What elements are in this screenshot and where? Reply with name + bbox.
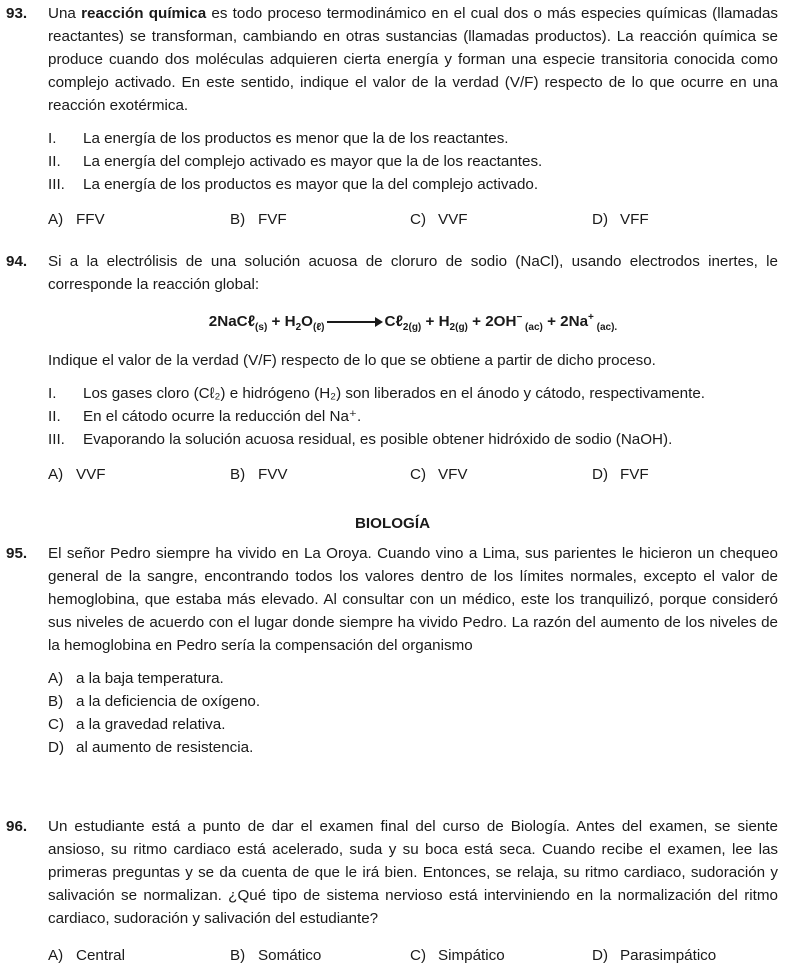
option-a[interactable]: A) VVF (48, 466, 106, 484)
answer-options (48, 667, 778, 759)
statement: III. La energía de los productos es mayor que la del complejo activado. (48, 176, 539, 193)
option-b[interactable]: B) FVF (230, 211, 287, 228)
statement: I. Los gases cloro (Cℓ₂) e hidrógeno (H₂) son liberados en el ánodo y cátodo, respectivamente. (48, 385, 706, 403)
question-instruction: Indique el valor de la verdad (V/F) respecto de lo que se obtiene a partir de dicho proceso. (48, 352, 656, 370)
question-body (48, 542, 778, 759)
option-a[interactable]: A) FFV (48, 211, 105, 228)
question-text: Un estudiante está a punto de dar el examen final del curso de Biología. Antes del examen, se siente ansioso, su ritmo cardiaco está acelerado, suda y su boca está seca. Cuando recibe el examen, lee las primeras preguntas y se da cuenta de que le irá bien. Entonces, se relaja, su ritmo cardiaco, sudoración y salivación se normalizan. ¿Qué tipo de sistema nervioso está interviniendo en la normalización del ritmo cardiaco, sudoración y salivación del estudiante? (48, 818, 778, 927)
chemical-equation: 2NaCℓ$_{(s)}$ + $H_2O_{(\ell)}$ Cℓ$_{2(g)}$ + $H_{2(g)} + 2OH^-$ $_{(ac)}$ + 2Na+ $_{(ac).}$ (208, 312, 618, 334)
question-text: El señor Pedro siempre ha vivido en La Oroya. Cuando vino a Lima, sus parientes le hicieron un chequeo general de la sangre, encontrando todos los valores dentro de los límites normales, excepto el valor de hemoglobina, que estaba más elevado. Al consultar con un médico, este los tranquilizó, porque consideró sus niveles de acuerdo con el lugar donde siempre ha vivido Pedro. La razón del aumento de los niveles de la hemoglobina en Pedro sería la compensación del organismo (48, 545, 778, 654)
question-body (48, 250, 778, 486)
reaction-arrow-icon (327, 317, 383, 327)
answer-options (48, 944, 778, 967)
section-title: BIOLOGÍA (354, 515, 431, 532)
statement: II. La energía del complejo activado es mayor que la de los reactantes. (48, 153, 543, 170)
option-a[interactable]: A) Central (48, 947, 125, 964)
question-number: 95. (6, 545, 28, 562)
option-c[interactable]: C) Simpático (410, 947, 505, 964)
question-number: 94. (6, 253, 28, 270)
answer-options (48, 208, 778, 231)
option-d[interactable]: D) al aumento de resistencia. (48, 739, 254, 756)
option-d[interactable]: D) FVF (592, 466, 649, 484)
question-number: 96. (6, 818, 28, 835)
statement-list (48, 127, 778, 196)
option-d[interactable]: D) Parasimpático (592, 947, 717, 964)
question-text: Una reacción química es todo proceso termodinámico en el cual dos o más especies químicas (llamadas reactantes) se transforman, cambiando en otras sustancias (llamadas productos). La reacción química se produce cuando dos moléculas adquieren cierta energía y forman una especie transitoria conocida como complejo activado. En este sentido, indique el valor de la verdad (V/F) respecto de lo que ocurre en una reacción exotérmica. (48, 5, 778, 114)
option-d[interactable]: D) VFF (592, 211, 649, 228)
statement: I. La energía de los productos es menor que la de los reactantes. (48, 130, 509, 147)
statement: III. Evaporando la solución acuosa residual, es posible obtener hidróxido de sodio (NaOH). (48, 431, 673, 449)
option-c[interactable]: C) VVF (410, 211, 468, 228)
statement-list (48, 382, 778, 451)
question-number: 93. (6, 5, 28, 22)
question-text: Si a la electrólisis de una solución acuosa de cloruro de sodio (NaCl), usando electrodos inertes, le corresponde la reacción global: (48, 253, 778, 293)
question-body (48, 815, 778, 967)
answer-options (48, 463, 778, 486)
statement: II. En el cátodo ocurre la reducción del Na⁺. (48, 408, 362, 426)
option-c[interactable]: C) VFV (410, 466, 468, 484)
option-a[interactable]: A) a la baja temperatura. (48, 670, 224, 687)
option-b[interactable]: B) Somático (230, 947, 322, 964)
option-b[interactable]: B) FVV (230, 466, 288, 484)
question-body (48, 2, 778, 231)
option-c[interactable]: C) a la gravedad relativa. (48, 716, 226, 733)
option-b[interactable]: B) a la deficiencia de oxígeno. (48, 693, 261, 710)
